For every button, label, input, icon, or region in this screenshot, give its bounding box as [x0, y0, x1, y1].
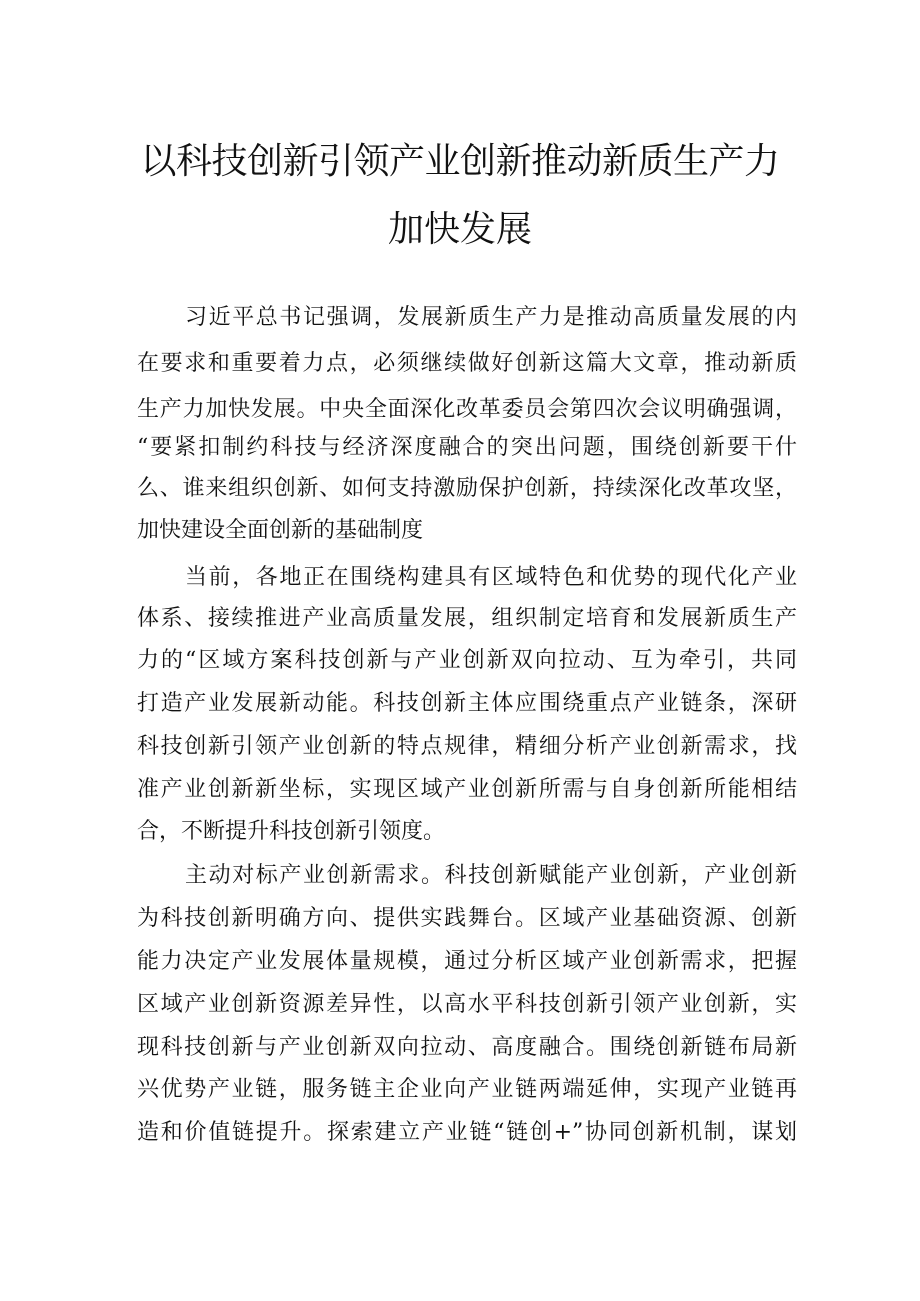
paragraph-3-line-2: 为科技创新明确方向、提供实践舞台。区域产业基础资源、创新 [137, 906, 797, 931]
paragraph-1-line-2: 在要求和重要着力点，必须继续做好创新这篇大文章，推动新质 [137, 351, 797, 376]
document-title-line-1: 以科技创新引领产业创新推动新质生产力 [140, 141, 780, 182]
paragraph-1-line-3: 生产力加快发展。中央全面深化改革委员会第四次会议明确强调， [137, 397, 797, 422]
paragraph-2-line-5: 科技创新引领产业创新的特点规律，精细分析产业创新需求，找 [137, 734, 797, 759]
paragraph-3-line-3: 能力决定产业发展体量规模，通过分析区域产业创新需求，把握 [137, 949, 797, 974]
paragraph-3-line-1: 主动对标产业创新需求。科技创新赋能产业创新，产业创新 [185, 863, 797, 888]
paragraph-1-line-1: 习近平总书记强调，发展新质生产力是推动高质量发展的内 [185, 305, 797, 330]
paragraph-2-line-2: 体系、接续推进产业高质量发展，组织制定培育和发展新质生产 [137, 606, 797, 631]
paragraph-1-line-5: 么、谁来组织创新、如何支持激励保护创新，持续深化改革攻坚， [137, 476, 797, 501]
paragraph-2-line-4: 打造产业发展新动能。科技创新主体应围绕重点产业链条，深研 [137, 691, 797, 716]
paragraph-2-line-1: 当前，各地正在围绕构建具有区域特色和优势的现代化产业 [185, 565, 797, 590]
paragraph-3-line-7: 造和价值链提升。探索建立产业链“链创+”协同创新机制，谋划 [137, 1120, 797, 1145]
paragraph-2-line-6: 准产业创新新坐标，实现区域产业创新所需与自身创新所能相结 [137, 777, 797, 802]
paragraph-3-line-5: 现科技创新与产业创新双向拉动、高度融合。围绕创新链布局新 [137, 1035, 797, 1060]
paragraph-1-line-4: “要紧扣制约科技与经济深度融合的突出问题，围绕创新要干什 [137, 435, 797, 460]
paragraph-2-line-7: 合，不断提升科技创新引领度。 [137, 819, 446, 844]
paragraph-3-line-4: 区域产业创新资源差异性，以高水平科技创新引领产业创新，实 [137, 992, 797, 1017]
paragraph-3-line-6: 兴优势产业链，服务链主企业向产业链两端延伸，实现产业链再 [137, 1077, 797, 1102]
paragraph-1-line-6: 加快建设全面创新的基础制度 [137, 518, 424, 543]
paragraph-2-line-3: 力的“区域方案科技创新与产业创新双向拉动、互为牵引，共同 [137, 648, 797, 673]
document-title-line-2: 加快发展 [387, 209, 532, 250]
